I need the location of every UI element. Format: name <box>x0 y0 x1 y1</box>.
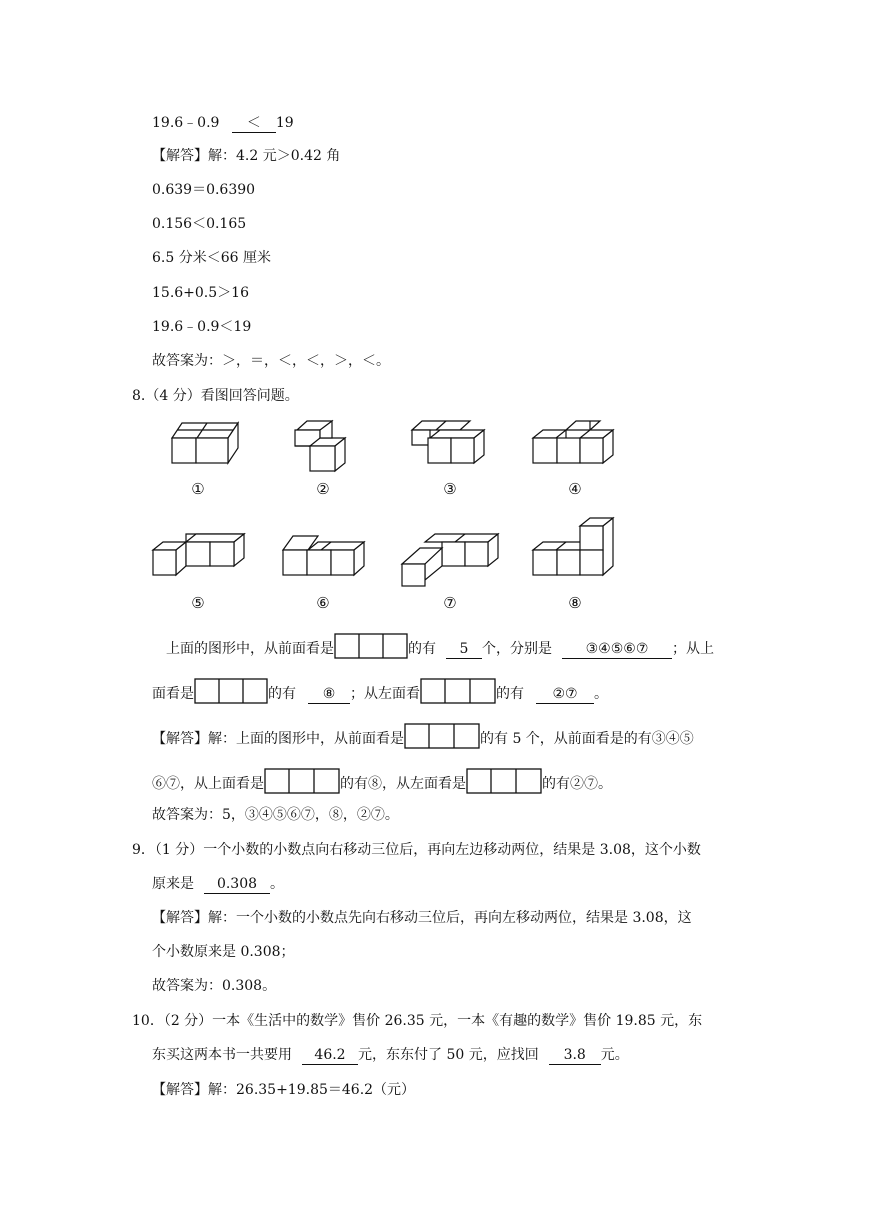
q7-last-item <box>152 113 294 133</box>
cube-figure-2 <box>295 421 345 471</box>
q8-top-answer-blank: ⑧ <box>308 685 350 704</box>
figure-label-6: ⑥ <box>316 594 330 612</box>
q9-stem-line-2 <box>152 874 284 894</box>
q9-stem2-tail: 。 <box>270 876 284 892</box>
cube-figure-4 <box>533 421 613 463</box>
three-square-view-icon <box>194 678 268 704</box>
q9-stem-line-1: 9．（1 分）一个小数的小数点向右移动三位后，再向左边移动两位，结果是 3.08，这个小数 <box>132 842 701 858</box>
q7-answer-line: 15.6+0.5＞16 <box>152 285 249 301</box>
q9-solution-line-2: 个小数原来是 0.308； <box>152 944 295 960</box>
cube-figure-8 <box>533 518 613 575</box>
q10-answer1-blank: 46.2 <box>302 1046 358 1065</box>
three-square-view-icon <box>334 633 408 659</box>
q8-left-mid: 的有 <box>496 686 524 702</box>
q8-front-count-blank: 5 <box>446 640 482 659</box>
q7-answer-line: 19.6﹣0.9＜19 <box>152 319 252 335</box>
q7-last-rhs: 19 <box>275 115 294 131</box>
q10-stem-line-2 <box>152 1045 629 1065</box>
q8-front-suffix: 个，分别是 <box>482 641 552 657</box>
q9-solution-line-1: 【解答】解：一个小数的小数点先向右移动三位后，再向左移动两位，结果是 3.08，这 <box>152 910 692 926</box>
three-square-view-icon <box>404 723 480 749</box>
figure-label-7: ⑦ <box>443 594 457 612</box>
q8-solution-line-2 <box>152 771 612 797</box>
q7-answer-line: 0.156＜0.165 <box>152 216 247 232</box>
q7-last-answer-blank: ＜ <box>232 114 276 133</box>
three-square-view-icon <box>264 768 340 794</box>
cube-figure-7 <box>402 534 498 586</box>
figure-label-5: ⑤ <box>191 594 205 612</box>
q9-answer-blank: 0.308 <box>204 875 270 894</box>
q8-solution-line-1 <box>152 726 694 752</box>
three-square-view-icon <box>420 678 496 704</box>
cube-figures-svg <box>150 418 620 614</box>
q8-front-prefix: 上面的图形中，从前面看是 <box>166 641 334 657</box>
cube-figure-6 <box>283 536 364 575</box>
figure-label-8: ⑧ <box>568 594 582 612</box>
figure-label-3: ③ <box>443 480 457 498</box>
q7-last-expr: 19.6﹣0.9 <box>152 115 220 131</box>
q8-front-mid: 的有 <box>408 641 436 657</box>
q8-final-answer: 故答案为：5，③④⑤⑥⑦，⑧，②⑦。 <box>152 807 399 823</box>
q8-sol-mid: 的有 5 个，从前面看是的有③④⑤ <box>480 731 694 747</box>
figure-label-1: ① <box>191 480 205 498</box>
q10-stem2-mid: 元，东东付了 50 元，应找回 <box>358 1047 539 1063</box>
q9-final-answer: 故答案为：0.308。 <box>152 978 277 994</box>
q10-stem-line-1: 10．（2 分）一本《生活中的数学》售价 26.35 元，一本《有趣的数学》售价 19.85 元，东 <box>132 1013 703 1029</box>
q8-number: 8. <box>132 388 146 404</box>
q10-stem2-tail: 元。 <box>600 1047 629 1063</box>
figure-label-2: ② <box>316 480 330 498</box>
q8-sol2-tail: 的有②⑦。 <box>542 776 612 792</box>
cube-figure-5 <box>153 534 244 575</box>
three-square-view-icon <box>466 768 542 794</box>
q8-question-line-2 <box>152 681 608 707</box>
q7-answer-line: 故答案为：＞，＝，＜，＜，＞，＜。 <box>152 353 390 369</box>
q8-left-answer-blank: ②⑦ <box>536 685 594 704</box>
q8-stem-text: （4 分）看图回答问题。 <box>145 388 299 404</box>
q7-answer-line: 6.5 分米＜66 厘米 <box>152 250 271 266</box>
q8-top-mid: 的有 <box>268 686 296 702</box>
q8-sol2-mid: 的有⑧，从左面看是 <box>340 776 466 792</box>
q9-stem2-prefix: 原来是 <box>152 876 194 892</box>
q8-sol2-prefix: ⑥⑦，从上面看是 <box>152 776 264 792</box>
q10-stem2-prefix: 东买这两本书一共要用 <box>152 1047 292 1063</box>
cube-figure-1 <box>172 423 238 463</box>
q8-sol-prefix: 【解答】解：上面的图形中，从前面看是 <box>152 731 404 747</box>
q8-left-tail: 。 <box>594 686 608 702</box>
q8-cube-figures <box>150 418 620 614</box>
q7-answer-line: 【解答】解：4.2 元＞0.42 角 <box>152 148 341 164</box>
cube-figure-3 <box>412 421 484 463</box>
q10-solution-line-1: 【解答】解：26.35+19.85＝46.2（元） <box>152 1082 416 1098</box>
q8-top-suffix: ；从左面看 <box>350 686 420 702</box>
q8-stem <box>132 386 299 406</box>
q10-answer2-blank: 3.8 <box>549 1046 601 1065</box>
figure-label-4: ④ <box>568 480 582 498</box>
q8-top-prefix: 面看是 <box>152 686 194 702</box>
q8-front-list-blank: ③④⑤⑥⑦ <box>562 640 672 659</box>
q8-question-line-1 <box>166 636 714 662</box>
q7-answer-line: 0.639＝0.6390 <box>152 182 256 198</box>
q8-front-tail: ；从上 <box>672 641 714 657</box>
